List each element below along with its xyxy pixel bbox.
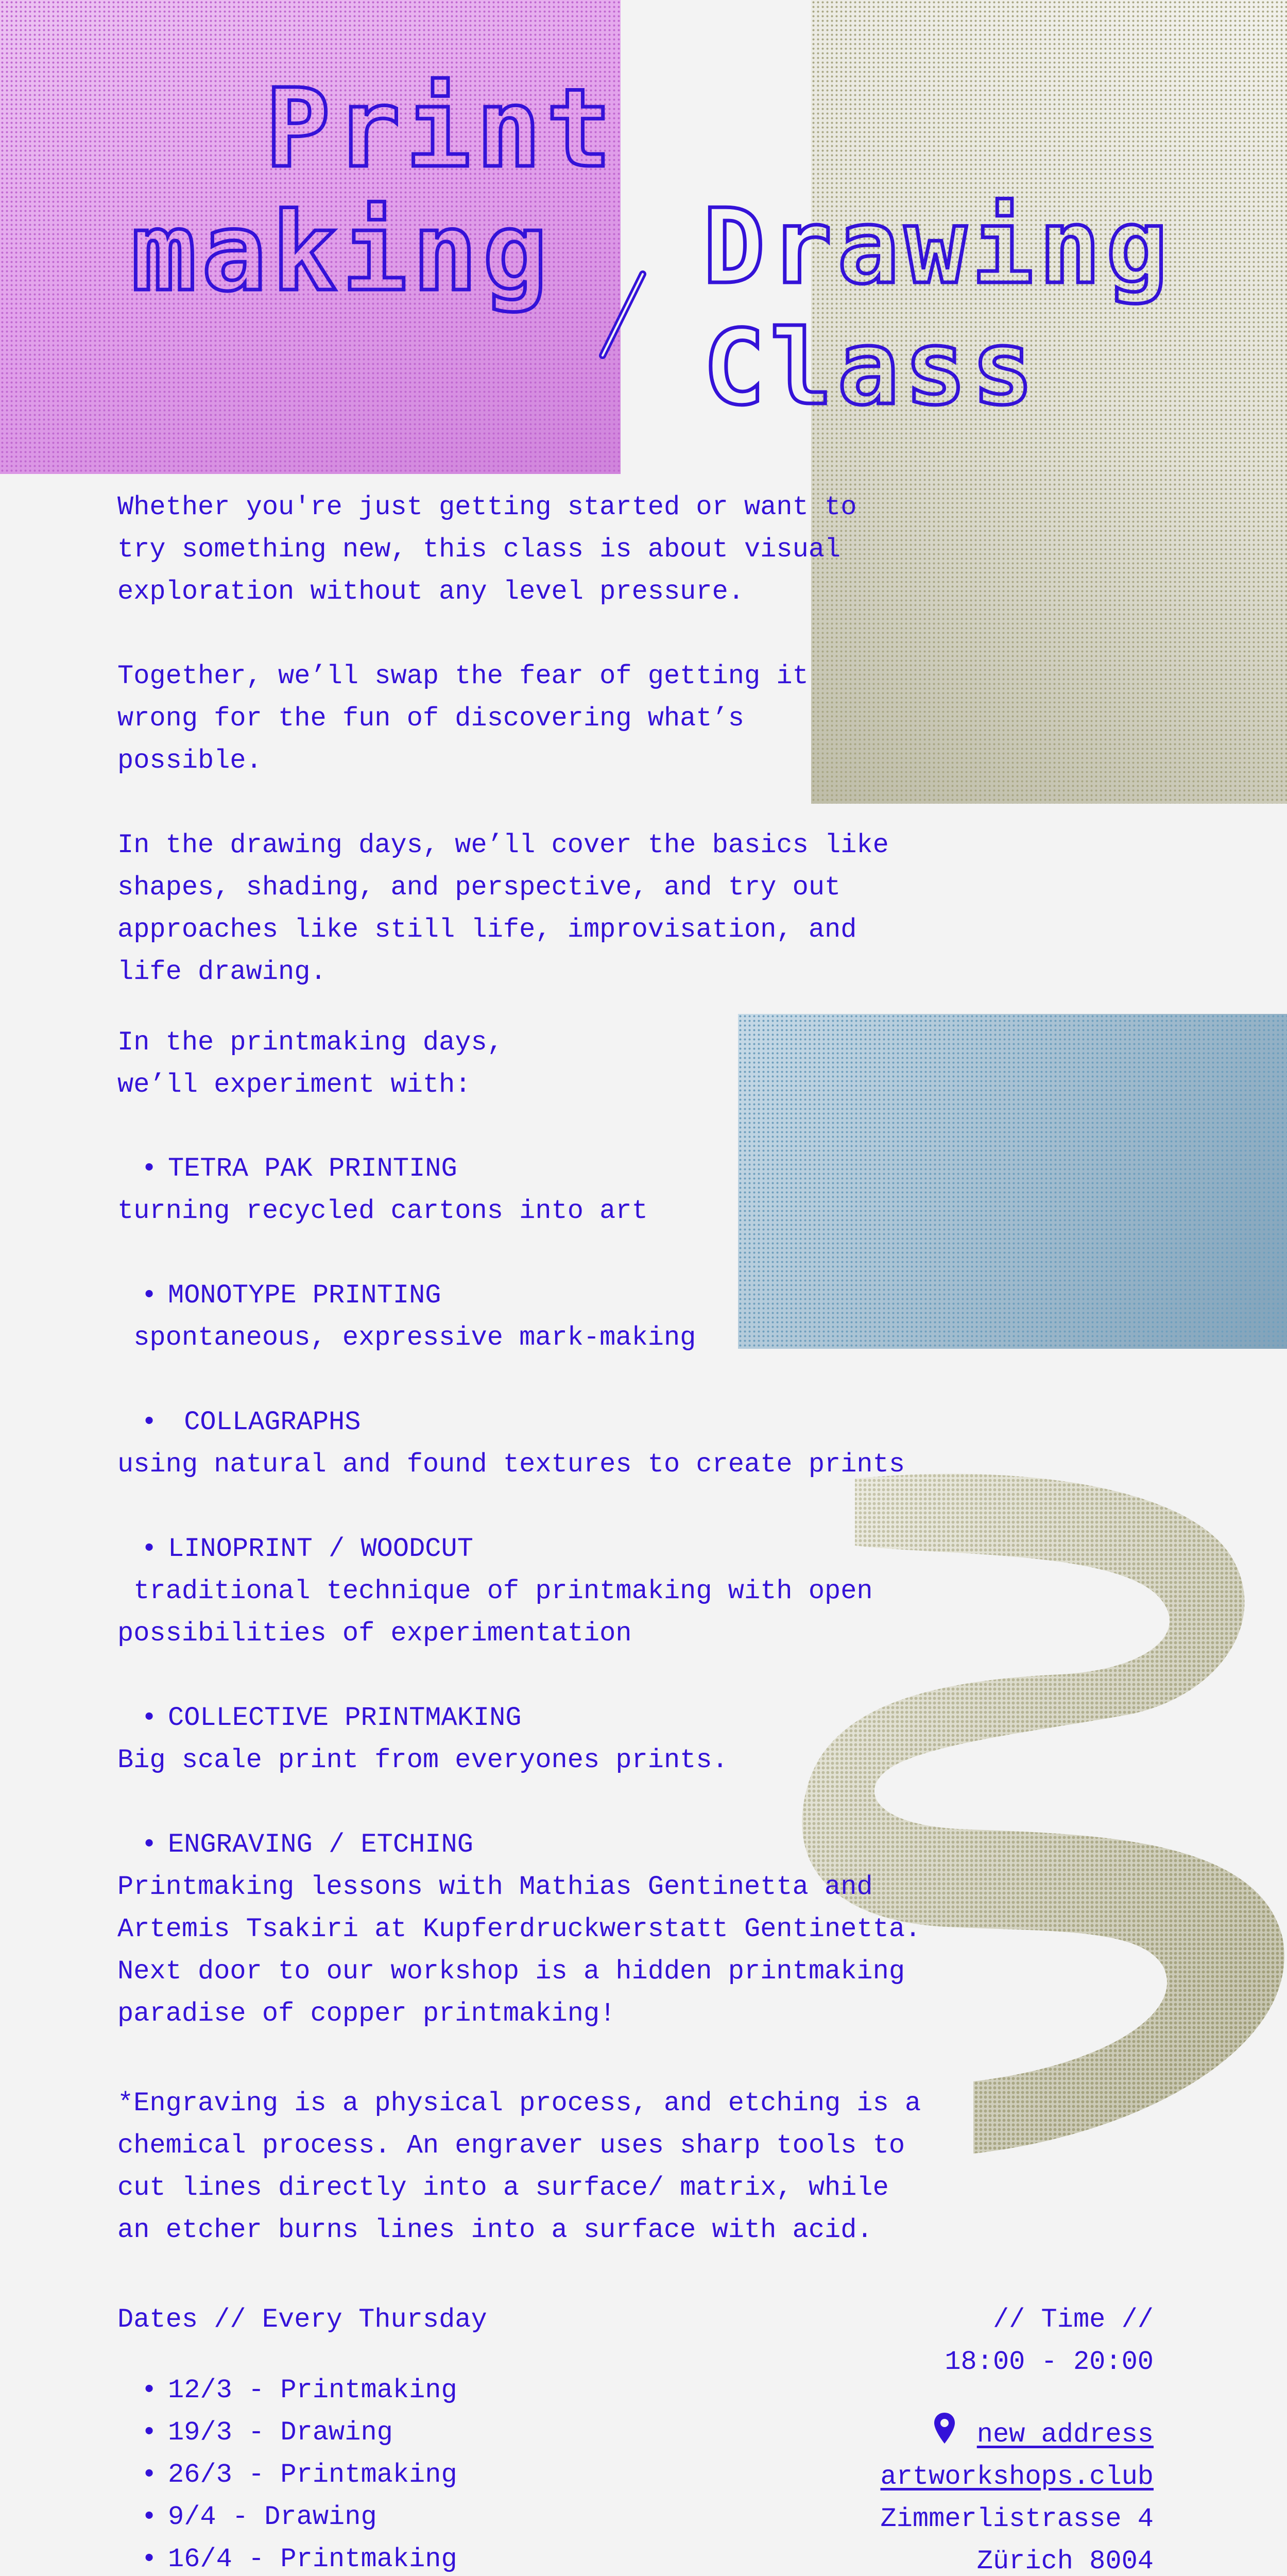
footnote-line: chemical process. An engraver uses sharp tools to	[117, 2130, 905, 2161]
technique-item	[117, 1148, 967, 1232]
technique-item	[117, 1824, 967, 2035]
title-making: making	[131, 189, 553, 315]
date-item: • 9/4 - Drawing	[141, 2496, 632, 2538]
technique-item	[117, 1401, 967, 1486]
footnote-line: cut lines directly into a surface/ matrix, while	[117, 2173, 889, 2203]
intro-line: wrong for the fun of discovering what’s	[117, 703, 744, 734]
technique-item	[117, 1275, 967, 1359]
new-address-line	[592, 2412, 1154, 2456]
intro-line: In the drawing days, we’ll cover the basics like	[117, 830, 889, 860]
intro-line: Whether you're just getting started or want to	[117, 492, 857, 522]
intro-line: possible.	[117, 745, 262, 776]
intro-line: exploration without any level pressure.	[117, 577, 744, 607]
title-slash	[582, 268, 659, 361]
address-street: Zimmerlistrasse 4	[880, 2504, 1154, 2534]
time-label: // Time //	[992, 2304, 1154, 2335]
technique-name: • COLLAGRAPHS	[141, 1407, 361, 1437]
technique-desc: Next door to our workshop is a hidden printmaking	[117, 1956, 905, 1987]
date-item: • 16/4 - Printmaking	[141, 2538, 632, 2576]
dates-list	[141, 2369, 632, 2576]
info-section	[592, 2299, 1154, 2576]
technique-desc: paradise of copper printmaking!	[117, 1998, 616, 2029]
technique-item	[117, 1528, 967, 1655]
title-class: Class	[703, 308, 1039, 428]
technique-name: • MONOTYPE PRINTING	[141, 1280, 441, 1311]
title-print: Print	[265, 65, 617, 192]
technique-name: • LINOPRINT / WOODCUT	[141, 1534, 473, 1564]
new-address-link[interactable]: new address	[976, 2419, 1154, 2450]
date-item: • 19/3 - Drawing	[141, 2412, 632, 2454]
footnote-line: *Engraving is a physical process, and etching is a	[117, 2088, 921, 2119]
technique-desc: possibilities of experimentation	[117, 1618, 632, 1649]
technique-name: • TETRA PAK PRINTING	[141, 1154, 457, 1184]
intro-text	[117, 486, 941, 1106]
technique-name: • ENGRAVING / ETCHING	[141, 1829, 473, 1860]
technique-desc: traditional technique of printmaking with open	[117, 1576, 873, 1606]
technique-desc: Artemis Tsakiri at Kupferdruckwerstatt Gentinetta.	[117, 1914, 921, 1944]
location-pin-icon	[933, 2412, 956, 2446]
footnote-line: an etcher burns lines into a surface with acid.	[117, 2215, 873, 2245]
technique-desc: Big scale print from everyones prints.	[117, 1745, 728, 1775]
technique-name: • COLLECTIVE PRINTMAKING	[141, 1703, 522, 1733]
technique-desc: spontaneous, expressive mark-making	[117, 1323, 696, 1353]
date-item: • 12/3 - Printmaking	[141, 2369, 632, 2412]
website-link[interactable]: artworkshops.club	[880, 2462, 1154, 2492]
intro-line: try something new, this class is about visual	[117, 534, 841, 565]
technique-desc: Printmaking lessons with Mathias Gentinetta and	[117, 1872, 873, 1902]
title-drawing: Drawing	[703, 187, 1173, 307]
techniques-list	[117, 1148, 967, 2035]
technique-desc: using natural and found textures to create prints	[117, 1449, 905, 1480]
dates-section	[117, 2299, 632, 2576]
time-value: 18:00 - 20:00	[945, 2347, 1154, 2377]
engraving-footnote	[117, 2082, 993, 2251]
intro-line: approaches like still life, improvisation, and	[117, 914, 857, 945]
intro-line: Together, we’ll swap the fear of getting it	[117, 661, 809, 691]
intro-line: life drawing.	[117, 957, 327, 987]
address-city: Zürich 8004	[976, 2546, 1154, 2576]
intro-line: In the printmaking days,	[117, 1027, 503, 1058]
technique-item	[117, 1697, 967, 1782]
date-item: • 26/3 - Printmaking	[141, 2454, 632, 2496]
dates-heading: Dates // Every Thursday	[117, 2304, 487, 2335]
intro-line: shapes, shading, and perspective, and try out	[117, 872, 841, 903]
intro-line: we’ll experiment with:	[117, 1070, 471, 1100]
technique-desc: turning recycled cartons into art	[117, 1196, 648, 1226]
